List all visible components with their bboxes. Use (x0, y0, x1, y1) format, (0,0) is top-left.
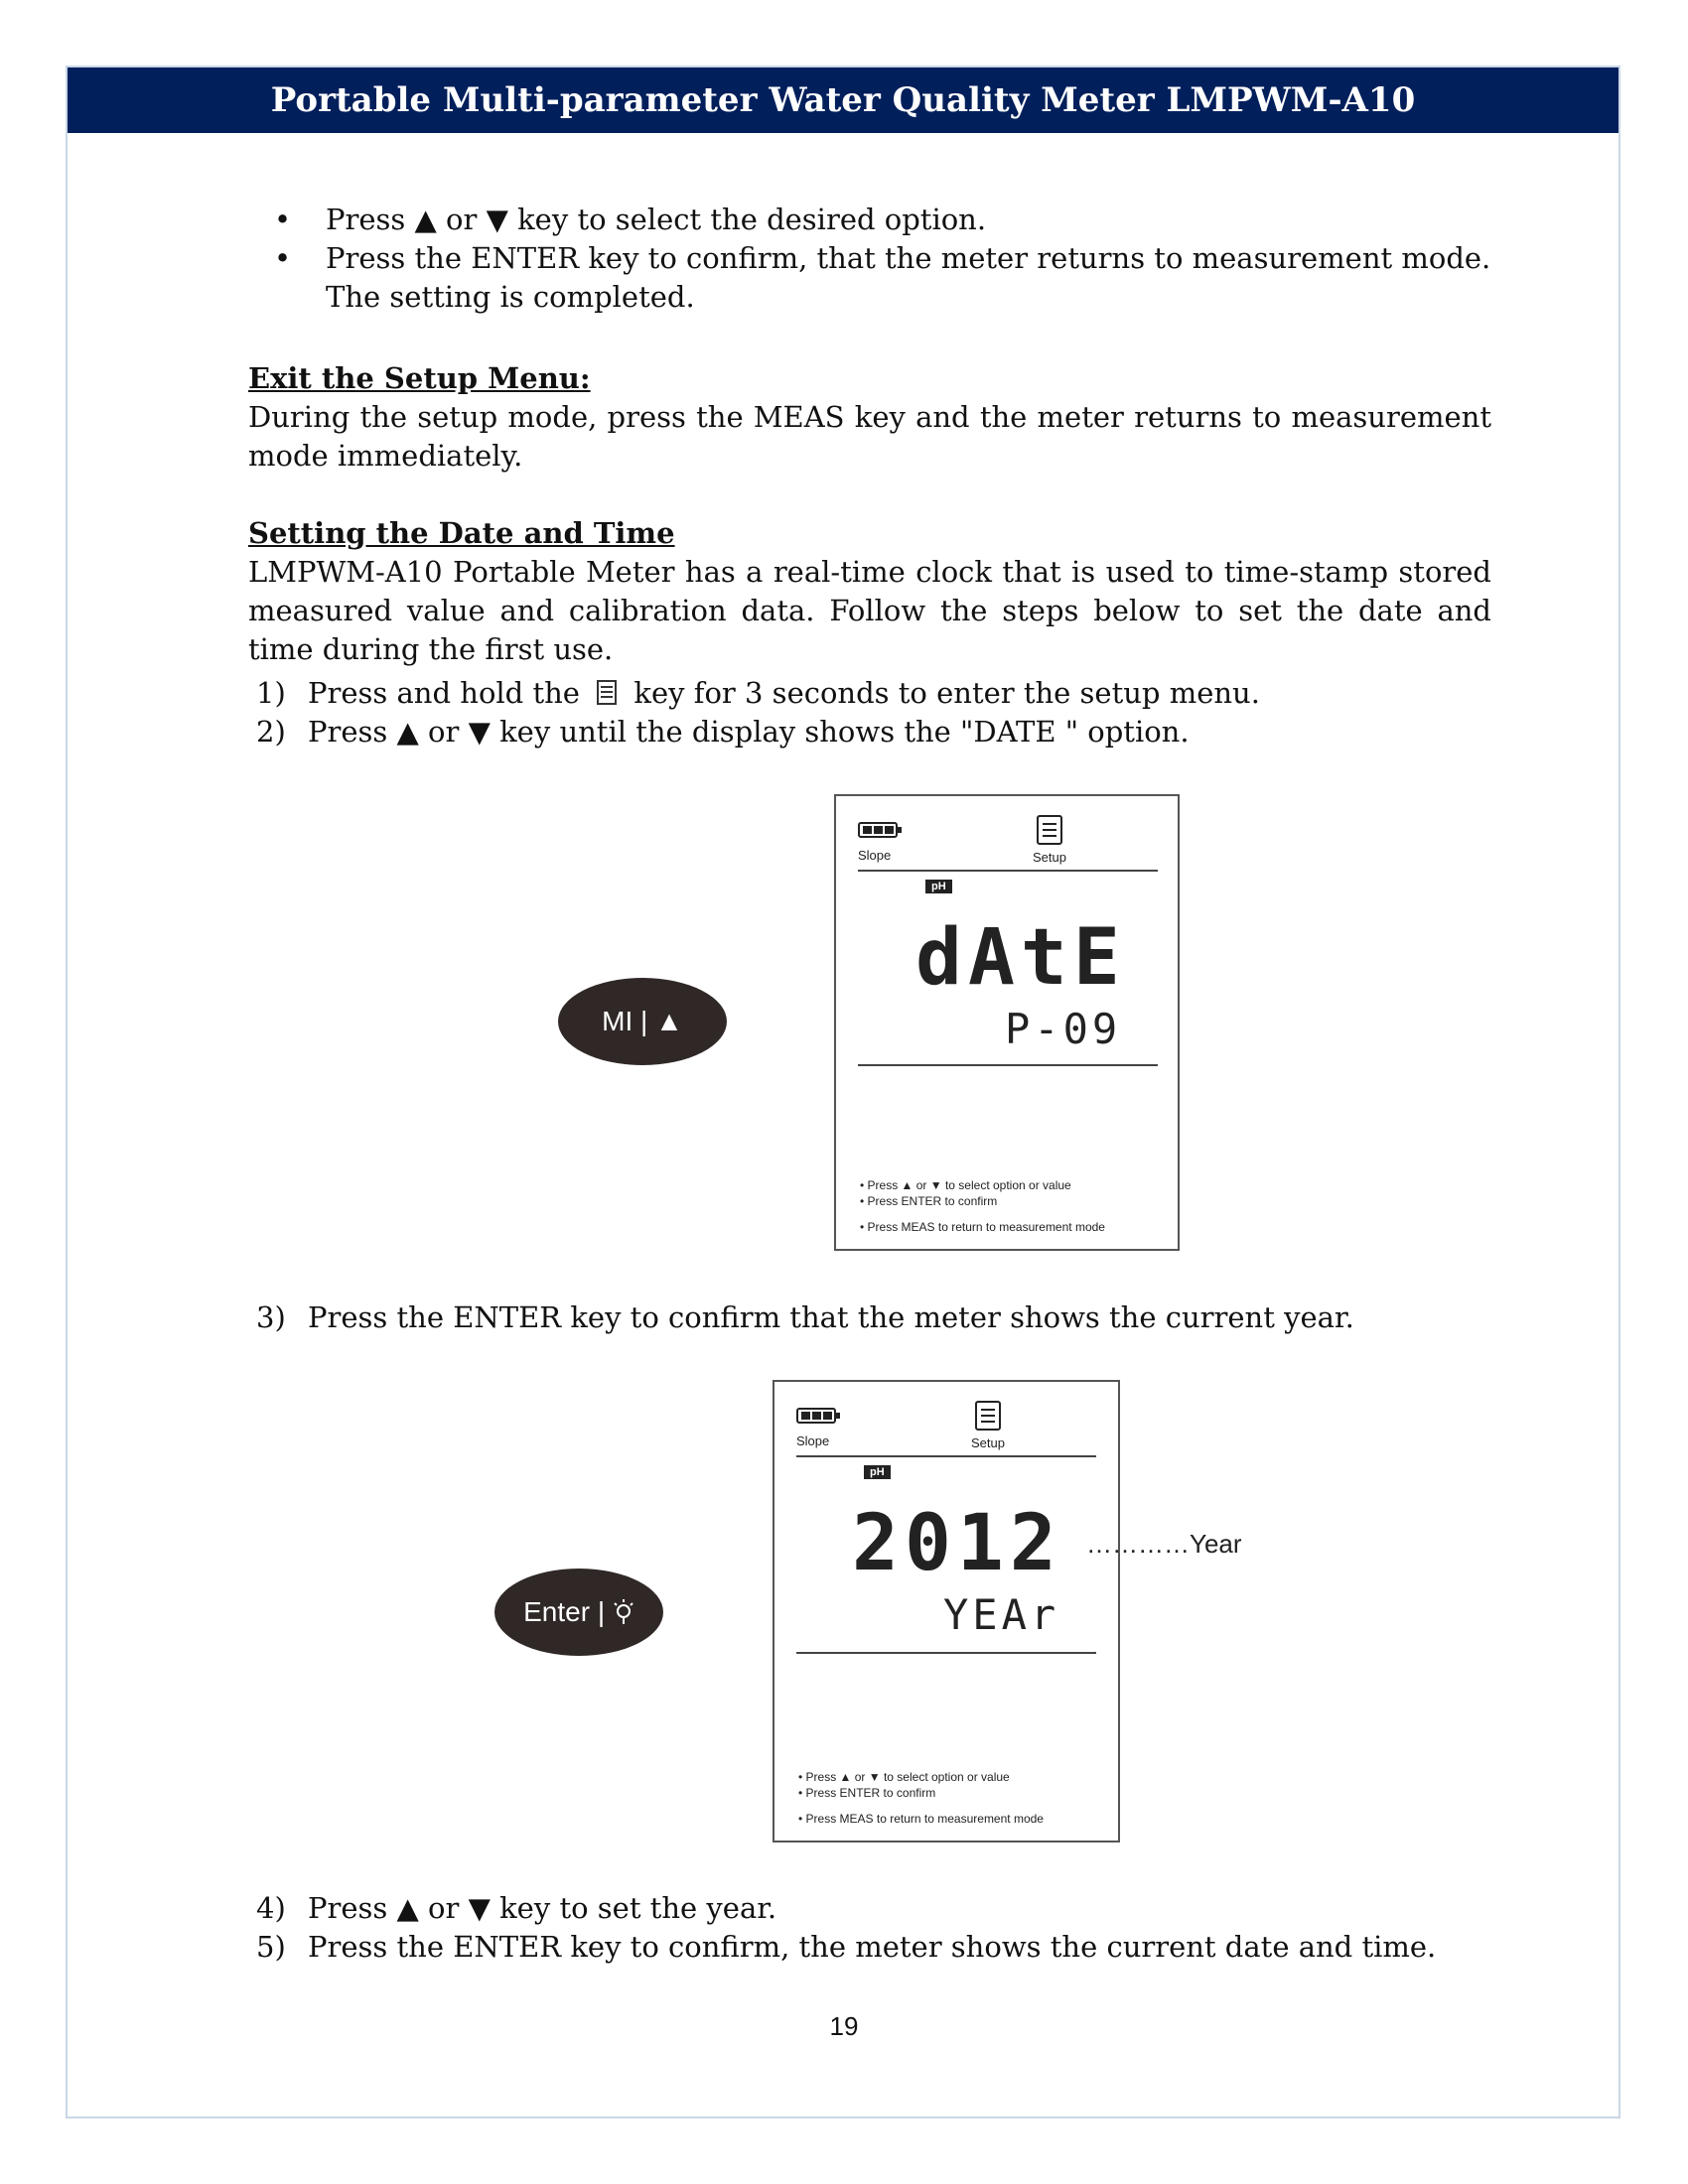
date-time-body: LMPWM-A10 Portable Meter has a real-time clock that is used to time-stamp stored measured value and calibration data. Follow the steps below to set the date and time during the first use. (248, 555, 1491, 666)
lcd-main-readout: 2012 (852, 1499, 1062, 1588)
lcd-divider (858, 870, 1158, 872)
option-bullets (268, 201, 1499, 317)
step-number: 5) (256, 1930, 286, 1964)
step-text: key for 3 seconds to enter the setup menu. (633, 676, 1260, 710)
step-item (250, 674, 1491, 713)
battery-icon (858, 821, 904, 839)
exit-setup-body: During the setup mode, press the MEAS key and the meter returns to measurement mode immediately. (248, 400, 1491, 473)
setup-label: Setup (971, 1435, 1005, 1450)
lcd-divider (796, 1652, 1096, 1654)
bullet-item: • Press ▲ or ▼ key to select the desired option. (268, 201, 1499, 239)
lcd-display-date (834, 794, 1180, 1251)
lcd-hint: • Press ENTER to confirm (860, 1194, 998, 1208)
lcd-hint: • Press ENTER to confirm (798, 1786, 936, 1800)
step-text: Press ▲ or ▼ key until the display shows the "DATE " option. (308, 715, 1190, 749)
steps-list-b (250, 1298, 1491, 1337)
lcd-hint: • Press ▲ or ▼ to select option or value (860, 1178, 1071, 1192)
page-number: 19 (829, 2011, 859, 2041)
ph-badge: pH (864, 1465, 891, 1479)
lcd-sub-readout: P-09 (1005, 1005, 1122, 1053)
bullet-item: • Press the ENTER key to confirm, that the meter returns to measurement mode. The setting is completed. (268, 239, 1499, 317)
backlight-bulb-icon (613, 1598, 634, 1626)
step-text: Press the ENTER key to confirm that the meter shows the current year. (308, 1300, 1354, 1334)
step-number: 2) (256, 715, 286, 749)
step-number: 3) (256, 1300, 286, 1334)
lcd-hint: • Press MEAS to return to measurement mode (798, 1812, 1044, 1826)
step-item (250, 1889, 1491, 1928)
step-item (250, 1298, 1491, 1337)
lcd-display-year (773, 1380, 1120, 1843)
exit-setup-heading: Exit the Setup Menu: (248, 361, 591, 395)
mi-up-key: MI | ▲ (558, 978, 727, 1065)
setup-document-icon (593, 679, 621, 707)
page-header-title: Portable Multi-parameter Water Quality Meter LMPWM-A10 (68, 68, 1618, 133)
steps-list-a (250, 674, 1491, 751)
enter-key-label: Enter | (523, 1596, 606, 1627)
lcd-divider (796, 1455, 1096, 1457)
step-text: Press the ENTER key to confirm, the meter shows the current date and time. (308, 1930, 1437, 1964)
ph-badge: pH (925, 880, 952, 893)
lcd-hint: • Press ▲ or ▼ to select option or value (798, 1770, 1010, 1784)
setup-document-icon (1035, 814, 1064, 846)
step-item (250, 713, 1491, 751)
lcd-sub-readout: YEAr (943, 1590, 1060, 1639)
step-text: Press and hold the (308, 676, 580, 710)
enter-key (494, 1569, 663, 1656)
lcd-divider (858, 1064, 1158, 1066)
date-time-heading: Setting the Date and Time (248, 516, 675, 550)
slope-label: Slope (796, 1433, 830, 1448)
battery-icon (796, 1407, 842, 1425)
setup-document-icon (973, 1400, 1003, 1432)
lcd-hint: • Press MEAS to return to measurement mode (860, 1220, 1105, 1234)
lcd-main-readout: dAtE (915, 913, 1126, 1003)
step-text: Press ▲ or ▼ key to set the year. (308, 1891, 777, 1925)
steps-list-c (250, 1889, 1491, 1967)
slope-label: Slope (858, 848, 892, 863)
step-item (250, 1928, 1491, 1967)
step-number: 4) (256, 1891, 286, 1925)
step-number: 1) (256, 676, 286, 710)
setup-label: Setup (1033, 850, 1066, 865)
year-annotation: …………Year (1086, 1529, 1242, 1559)
